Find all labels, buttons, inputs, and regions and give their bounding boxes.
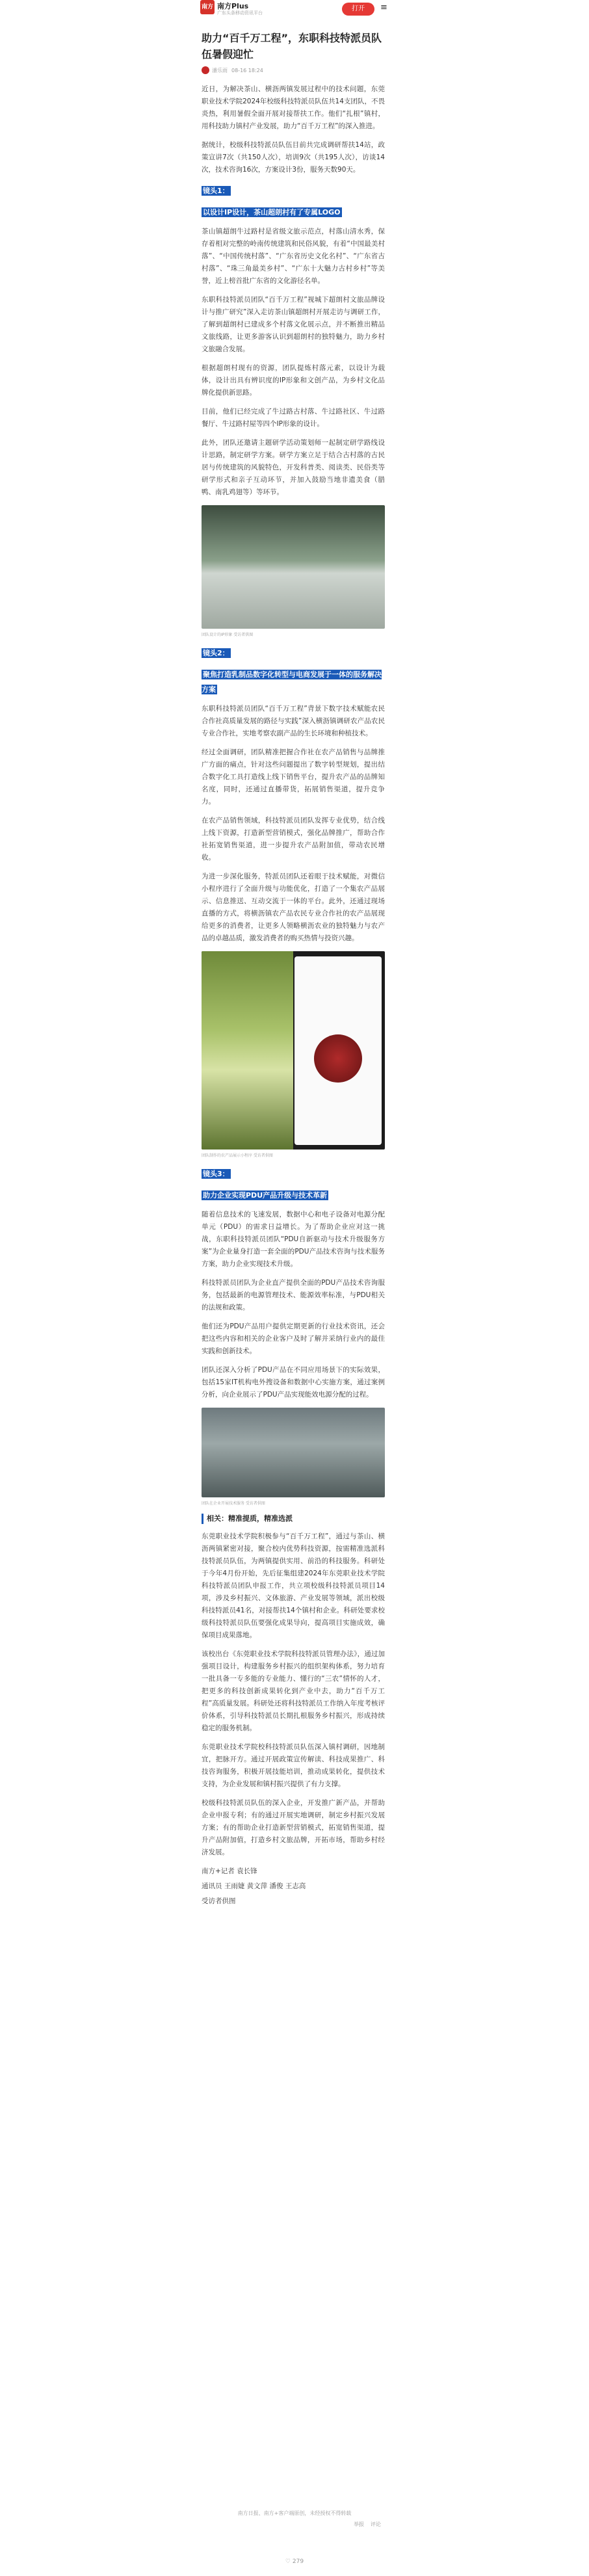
section-paragraph: 科技特派员团队为企业直产提供全面的PDU产品技术咨询服务，包括最新的电源管理技术、能源效率标准，与PDU相关的法规和政策。	[202, 1279, 385, 1311]
phone-screen	[294, 956, 382, 1145]
brand-name: 南方Plus	[217, 2, 249, 10]
reporter-line: 南方+记者 袁长锋	[202, 1867, 257, 1875]
related-heading: 相关：精准提质，精准选派	[202, 1514, 385, 1524]
app-logo[interactable]: 南方+	[200, 0, 215, 14]
mini-program-photo[interactable]	[202, 951, 385, 1150]
section-paragraph: 根据超朗村现有的资源，团队提炼村落元素，以设计为载体，设计出具有辨识度的IP形象和文创产品，为乡村文化品牌化提供新思路。	[202, 364, 385, 397]
author-name[interactable]: 潘乐雨	[212, 67, 228, 73]
report-link[interactable]: 举报	[354, 2521, 364, 2527]
publish-time: 08-16 18:24	[231, 67, 263, 73]
intro-paragraph: 据统计，校级科技特派员队伍目前共完成调研帮扶14站，政策宣讲7次（共150人次），培训9次（共195人次），访谈14次，技术咨询16次，方案设计3份，服务天数90天。	[202, 141, 385, 174]
photo-caption: 团队在企业开展技术服务 受访者供图	[202, 1501, 265, 1506]
photo-credit-line: 受访者供图	[202, 1897, 236, 1905]
article-title: 助力“百千万工程”，东职科技特派员队伍暑假迎忙	[202, 32, 382, 60]
section-paragraph: 在农产品销售领域，科技特派员团队发挥专业优势，结合线上线下资源，打造新型营销模式，强化品牌推广，帮助合作社拓宽销售渠道，进一步提升农产品附加值，带动农民增收。	[202, 817, 385, 861]
section-paragraph: 此外，团队还邀请主题研学活动策划师一起制定研学路线设计思路，制定研学方案。研学方案立足于结合古村落的古民居与传统建筑的风貌特色，开发科普类、阅读类、民俗类等研学形式和亲子互动环节，并加入鼓励当地非遗美食（腊鸭、南乳鸡翅等）等环节。	[202, 439, 385, 496]
guava-image	[202, 951, 293, 1150]
open-app-button[interactable]: 打开	[342, 3, 374, 16]
section-paragraph: 随着信息技术的飞速发展，数据中心和电子设备对电源分配单元（PDU）的需求日益增长。为了帮助企业应对这一挑战，东职科技特派员团队“PDU自新驱动与技术升级服务方案”为企业量身打造一套全面的PDU产品技术咨询与技术服务方案，助力企业实现技术升级。	[202, 1211, 385, 1268]
photo-caption: 团队设计的IP形象 受访者供图	[202, 633, 254, 637]
like-counter[interactable]	[195, 2558, 394, 2565]
intro-paragraph: 近日，为解决茶山、横沥两镇发展过程中的技术问题，东莞职业技术学院2024年校级科技特派员队伍共14支团队，不畏炎热，利用暑假全面开展对接帮扶工作。他们“扎根”镇村，用科技助力镇村产业发展，助力“百千万工程”的深入推进。	[202, 85, 385, 130]
section-paragraph: 东职科技特派员团队“百千万工程”背景下数字技术赋能农民合作社高质量发展的路径与实践”深入横沥镇调研农产品农民专业合作社，实地考察农副产品的生长环境和种植技术。	[202, 705, 385, 737]
section-paragraph: 团队还深入分析了PDU产品在不同应用场景下的实际效果，包括15家IT机构电外搜设备和数据中心实施方案，通过案例分析，向企业展示了PDU产品实现能效电源分配的过程。	[202, 1366, 385, 1399]
author-avatar	[202, 66, 209, 74]
section-paragraph: 茶山镇超朗牛过路村是省级文旅示范点，村落山清水秀，保存着相对完整的岭南传统建筑和民俗风貌，有着“中国最美村落”、“中国传统村落”、“广东省历史文化名村”、“广东省古村落”、“珠三角最美乡村”、“广东十大魅力古村乡村”等美誉，近上榜首批广东省的文化游径名单。	[202, 228, 385, 285]
factory-photo[interactable]	[202, 1408, 385, 1497]
related-paragraph: 东莞职业技术学院积极参与“百千万工程”，通过与茶山、横沥两镇紧密对接，聚合校内优势科技资源，按需精准选派科技特派员队伍，为两镇提供实用、前沿的科技服务。科研处于今年4月份开始，先后征集组建2024年东莞职业技术学院科技特派员团队申报工作，共立项校级科技特派员项目14项，涉及乡村振兴、文体旅游、产业发展等领域，派出校级科技特派员41名，对接帮扶14个镇村和企业。科研处要求校级科技特派员队伍要强化成果导向，提高项目实施成效，确保项目成果落地。	[202, 1532, 385, 1639]
ip-design-photo[interactable]	[202, 505, 385, 629]
section-paragraph: 东职科技特派员团队“百千万工程”视城下超朗村文旅品牌设计与推广研究”深入走访茶山镇超朗村开展走访与调研工作，了解到超朗村已建成多个村落文化展示点，并不断推出精品文旅线路，让更多游客认识到超朗村的独特魅力，助力乡村文旅融合发展。	[202, 296, 385, 353]
photo-caption: 团队制作的农产品展示小程序 受访者供图	[202, 1153, 273, 1158]
like-count: 279	[292, 2558, 304, 2565]
section-paragraph: 经过全面调研，团队精准把握合作社在农产品销售与品牌推广方面的痛点，针对这些问题提出了数字转型规划，提出结合数字化工具打造线上线下销售平台，提升农产品的品牌知名度，同时，还通过直播带货，拓展销售渠道，提升竞争力。	[202, 748, 385, 806]
related-paragraph: 东莞职业技术学院校科技特派员队伍深入镇村调研，因地制宜，把脉开方。通过开展政策宣传解读、科技成果推广、科技咨询服务，积极开展技能培训，推动成果转化，提供技术支持，为企业发展和镇村振兴提供了有力支撑。	[202, 1743, 385, 1788]
section-badge: 镜头1：	[203, 187, 229, 195]
copyright-notice: 南方日报、南方+客户端原创，未经授权不得转载	[237, 2510, 352, 2516]
menu-icon[interactable]: ≡	[380, 3, 387, 12]
brand-tagline: 广东头条移动资讯平台	[217, 10, 263, 16]
correspondent-line: 通讯员 王雨婕 黄文萍 潘俊 王志高	[202, 1882, 306, 1890]
article-body	[202, 30, 385, 1914]
section-paragraph: 为进一步深化服务，特派员团队还着眼于技术赋能，对微信小程序进行了全面升级与功能优化，打造了一个集农产品展示、信息推送、互动交流于一体的平台。此外，还通过现场直播的方式，将横沥镇农产品农民专业合作社的农产品展现给更多的消费者，让更多人领略横沥农业的独特魅力与农产品的卓越品质，激发消费者的购买热情与投资兴趣。	[202, 873, 385, 942]
comment-link[interactable]: 评论	[371, 2521, 381, 2527]
related-paragraph: 校级科技特派员队伍的深入企业，开发推广新产品，并帮助企业申报专利；有的通过开展实地调研，制定乡村振兴发展方案；有的帮助企业打造新型营销模式，拓宽销售渠道，提升产品附加值，打造乡村文旅品牌，开拓市场，帮助乡村经济发展。	[202, 1799, 385, 1856]
section-badge: 镜头3：	[203, 1170, 229, 1178]
section-paragraph: 目前，他们已经完成了牛过路古村落、牛过路社区、牛过路餐厅、牛过路村屋等四个IP形象的设计。	[202, 408, 385, 428]
fruit-image	[314, 1034, 362, 1083]
section-badge: 镜头2：	[203, 649, 229, 657]
section-title: 以设计IP设计，茶山超朗村有了专属LOGO	[203, 208, 341, 217]
section-title: 聚焦打造乳制品数字化转型与电商发展于一体的服务解决方案	[202, 670, 382, 694]
footer-links	[195, 2521, 394, 2528]
article-meta	[202, 66, 385, 74]
article-footer	[195, 2510, 394, 2528]
section-title: 助力企业实现PDU产品升级与技术革新	[203, 1191, 328, 1200]
section-paragraph: 他们还为PDU产品用户提供定期更新的行业技术资讯，还会把这些内容和相关的企业客户及时了解并采纳行业内的最佳实践和创新技术。	[202, 1322, 385, 1355]
top-header	[0, 0, 589, 25]
heart-icon: ♡	[285, 2558, 291, 2565]
related-paragraph: 该校出台《东莞职业技术学院科技特派员管理办法》，通过加强项目设计，构建服务乡村振兴的组织架构体系，努力培育一批具备一专多能的专业能力、懂行的“三农”情怀的人才，把更多的科技创新成果转化到产业中去，助力“百千万工程”高质量发展。科研处还将科技特派员工作纳入年度考核评价体系，引导科技特派员长期扎根服务乡村振兴，形成持续稳定的服务机制。	[202, 1650, 385, 1732]
